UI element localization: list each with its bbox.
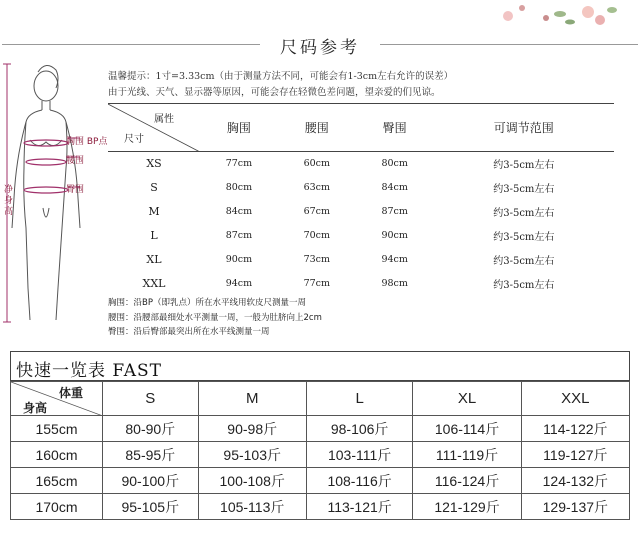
table-row bbox=[108, 248, 614, 272]
table-row bbox=[108, 200, 614, 224]
table-row bbox=[108, 224, 614, 248]
weight-cell: 80-90斤 bbox=[103, 416, 199, 442]
hip-cell: 90cm bbox=[381, 230, 408, 241]
hip-cell: 80cm bbox=[381, 158, 408, 170]
method-hip: 臀围：沿后臀部最突出所在水平线测量一周 bbox=[108, 327, 270, 337]
weight-cell: 100-108斤 bbox=[198, 468, 306, 494]
weight-cell: 108-116斤 bbox=[306, 468, 413, 494]
weight-cell: 95-103斤 bbox=[198, 442, 306, 468]
adjust-cell: 约3-5cm左右 bbox=[493, 208, 555, 219]
waist-cell: 67cm bbox=[303, 206, 331, 217]
bust-cell: 80cm bbox=[225, 182, 253, 193]
weight-cell: 90-98斤 bbox=[198, 416, 306, 442]
header-adjust: 可调节范围 bbox=[434, 104, 614, 152]
header-waist: 腰围 bbox=[278, 104, 356, 152]
weight-cell: 103-111斤 bbox=[306, 442, 413, 468]
weight-cell: 113-121斤 bbox=[306, 494, 413, 520]
bust-cell: 84cm bbox=[225, 206, 253, 217]
size-table-corner bbox=[108, 104, 200, 152]
header-bust: 胸围 bbox=[200, 104, 278, 152]
corner-weight-label: 体重 bbox=[59, 386, 84, 400]
waist-cell: 70cm bbox=[303, 230, 331, 241]
size-table-header bbox=[108, 104, 614, 152]
waist-cell: 77cm bbox=[303, 278, 331, 289]
weight-cell: 98-106斤 bbox=[306, 416, 413, 442]
weight-cell: 111-119斤 bbox=[413, 442, 521, 468]
size-cell: XL bbox=[146, 253, 162, 266]
header-hip: 臀围 bbox=[356, 104, 434, 152]
fast-table-title: 快速一览表 FAST bbox=[16, 361, 162, 381]
method-bust: 胸围：沿BP（即乳点）所在水平线用软皮尺测量一周 bbox=[108, 298, 306, 308]
body-figure-icon bbox=[0, 58, 110, 330]
fast-table-corner bbox=[11, 382, 103, 416]
bust-cell: 77cm bbox=[225, 158, 253, 170]
corner-attribute-label: 属性 bbox=[154, 114, 174, 125]
fast-table bbox=[10, 381, 630, 520]
figure-label-waist: 腰围 bbox=[66, 156, 85, 166]
adjust-cell: 约3-5cm左右 bbox=[493, 160, 555, 172]
table-row bbox=[11, 494, 630, 520]
adjust-cell: 约3-5cm左右 bbox=[493, 280, 555, 291]
weight-cell: 124-132斤 bbox=[521, 468, 629, 494]
bust-cell: 90cm bbox=[225, 254, 253, 265]
weight-cell: 95-105斤 bbox=[103, 494, 199, 520]
hip-cell: 84cm bbox=[381, 182, 408, 193]
method-waist: 腰围：沿腰部最细处水平测量一周，一般为肚脐向上2cm bbox=[108, 313, 322, 323]
table-row bbox=[11, 442, 630, 468]
size-cell: S bbox=[150, 181, 158, 194]
adjust-cell: 约3-5cm左右 bbox=[493, 232, 555, 243]
fast-header-m: M bbox=[198, 382, 306, 416]
weight-cell: 85-95斤 bbox=[103, 442, 199, 468]
table-row bbox=[11, 416, 630, 442]
hip-cell: 87cm bbox=[381, 206, 408, 217]
fast-table-header bbox=[11, 382, 630, 416]
table-row bbox=[108, 272, 614, 296]
bust-cell: 94cm bbox=[225, 278, 253, 289]
weight-cell: 116-124斤 bbox=[413, 468, 521, 494]
fast-table-title-bar bbox=[10, 351, 630, 381]
bust-cell: 87cm bbox=[225, 230, 253, 241]
weight-cell: 114-122斤 bbox=[521, 416, 629, 442]
waist-cell: 73cm bbox=[303, 254, 331, 265]
size-cell: XS bbox=[146, 157, 162, 171]
flower-decoration-icon bbox=[500, 2, 620, 34]
weight-cell: 106-114斤 bbox=[413, 416, 521, 442]
size-cell: M bbox=[148, 205, 160, 218]
figure-label-height: 净身高 bbox=[4, 185, 14, 217]
height-cell: 165cm bbox=[11, 468, 103, 494]
table-row bbox=[108, 152, 614, 176]
weight-cell: 121-129斤 bbox=[413, 494, 521, 520]
size-cell: L bbox=[150, 229, 158, 242]
size-cell: XXL bbox=[142, 277, 166, 290]
fast-header-l: L bbox=[306, 382, 413, 416]
size-table bbox=[108, 103, 614, 296]
notice-line-2: 由于光线、天气、显示器等原因，可能会存在轻微色差问题，望亲爱的们见谅。 bbox=[108, 87, 441, 98]
adjust-cell: 约3-5cm左右 bbox=[493, 184, 555, 195]
adjust-cell: 约3-5cm左右 bbox=[493, 256, 555, 267]
table-row bbox=[108, 176, 614, 200]
weight-cell: 105-113斤 bbox=[198, 494, 306, 520]
page-title: 尺码参考 bbox=[280, 38, 360, 58]
title-divider-right bbox=[380, 44, 638, 45]
waist-cell: 60cm bbox=[303, 158, 331, 170]
height-cell: 155cm bbox=[11, 416, 103, 442]
figure-label-bust: 胸围 BP点 bbox=[66, 137, 108, 147]
weight-cell: 119-127斤 bbox=[521, 442, 629, 468]
notice-line-1: 温馨提示：1寸=3.33cm（由于测量方法不同，可能会有1-3cm左右允许的误差） bbox=[108, 71, 454, 82]
hip-cell: 94cm bbox=[381, 254, 408, 265]
table-row bbox=[11, 468, 630, 494]
waist-cell: 63cm bbox=[303, 182, 331, 193]
height-cell: 160cm bbox=[11, 442, 103, 468]
fast-header-xl: XL bbox=[413, 382, 521, 416]
weight-cell: 129-137斤 bbox=[521, 494, 629, 520]
weight-cell: 90-100斤 bbox=[103, 468, 199, 494]
corner-height-label: 身高 bbox=[23, 401, 48, 415]
fast-header-s: S bbox=[103, 382, 199, 416]
hip-cell: 98cm bbox=[381, 278, 408, 289]
corner-size-label: 尺寸 bbox=[124, 134, 144, 145]
figure-label-hip: 臀围 bbox=[66, 185, 85, 195]
fast-header-xxl: XXL bbox=[521, 382, 629, 416]
height-cell: 170cm bbox=[11, 494, 103, 520]
